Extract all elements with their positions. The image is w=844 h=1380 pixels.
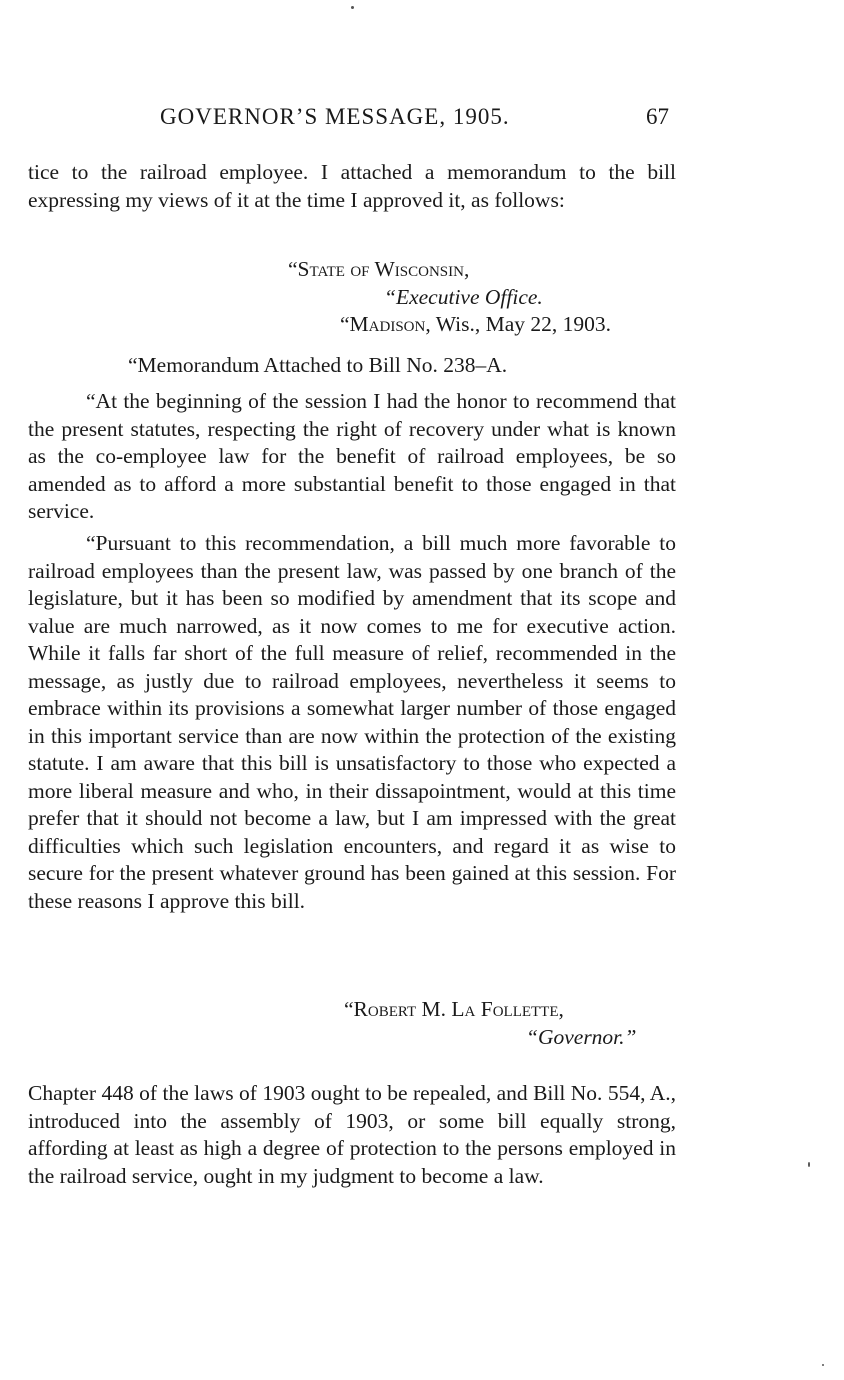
- address-date: [340, 312, 611, 337]
- memo-paragraph-1: “At the beginning of the session I had the honor to recommend that the present statutes, respecting the right of recovery under what is known as the co-employee law for the benefit of railroad employees, be so amended as to afford a more substantial benefit to those engaged in that service.: [28, 389, 676, 523]
- address-state: [288, 257, 469, 282]
- running-head: GOVERNOR’S MESSAGE, 1905.: [160, 104, 510, 129]
- address-date-text: Wis., May 22, 1903.: [430, 312, 612, 336]
- print-speck: [822, 1364, 824, 1366]
- signature-quote: “: [344, 997, 354, 1021]
- memo-paragraph-2: “Pursuant to this recommendation, a bill much more favorable to railroad employees than the present law, was passed by one branch of the legislature, but it has been so modified by amendment that its scope and value are much narrowed, as it now comes to me for executive action. While it falls far short of the full measure of relief, recommended in the message, as justly due to railroad employees, nevertheless it seems to embrace within its provisions a somewhat larger number of those engaged in this important service than are now within the protection of the existing statute. I am aware that this bill is unsatisfactory to those who expected a more liberal measure and who, in their dissapointment, would at this time prefer that it should not become a law, but I am impressed with the great difficulties which such legislation encounters, and regard it as wise to secure for the present whatever ground has been gained at this session. For these reasons I approve this bill.: [28, 531, 676, 913]
- memo-title: “Memorandum Attached to Bill No. 238–A.: [128, 353, 508, 377]
- signature-name-text: Robert M. La Follette,: [353, 997, 564, 1021]
- intro-paragraph: tice to the railroad employee. I attached a memorandum to the bill expressing my views of it at the time I approved it, as follows:: [28, 160, 676, 212]
- address-state-text: State of Wisconsin,: [297, 257, 470, 281]
- address-city: Madison,: [349, 312, 431, 336]
- print-speck: [808, 1162, 810, 1167]
- print-speck: [351, 6, 354, 9]
- signature-title: “Governor.”: [526, 1025, 637, 1049]
- final-paragraph: Chapter 448 of the laws of 1903 ought to be repealed, and Bill No. 554, A., introduced into the assembly of 1903, or some bill equally strong, affording at least as high a degree of protection to the persons employed in the railroad service, ought in my judgment to become a law.: [28, 1081, 676, 1188]
- address-date-quote: “: [340, 312, 350, 336]
- page-number: 67: [646, 104, 669, 129]
- address-state-quote: “: [288, 257, 298, 281]
- address-office: “Executive Office.: [384, 285, 543, 309]
- signature-name: [344, 997, 564, 1022]
